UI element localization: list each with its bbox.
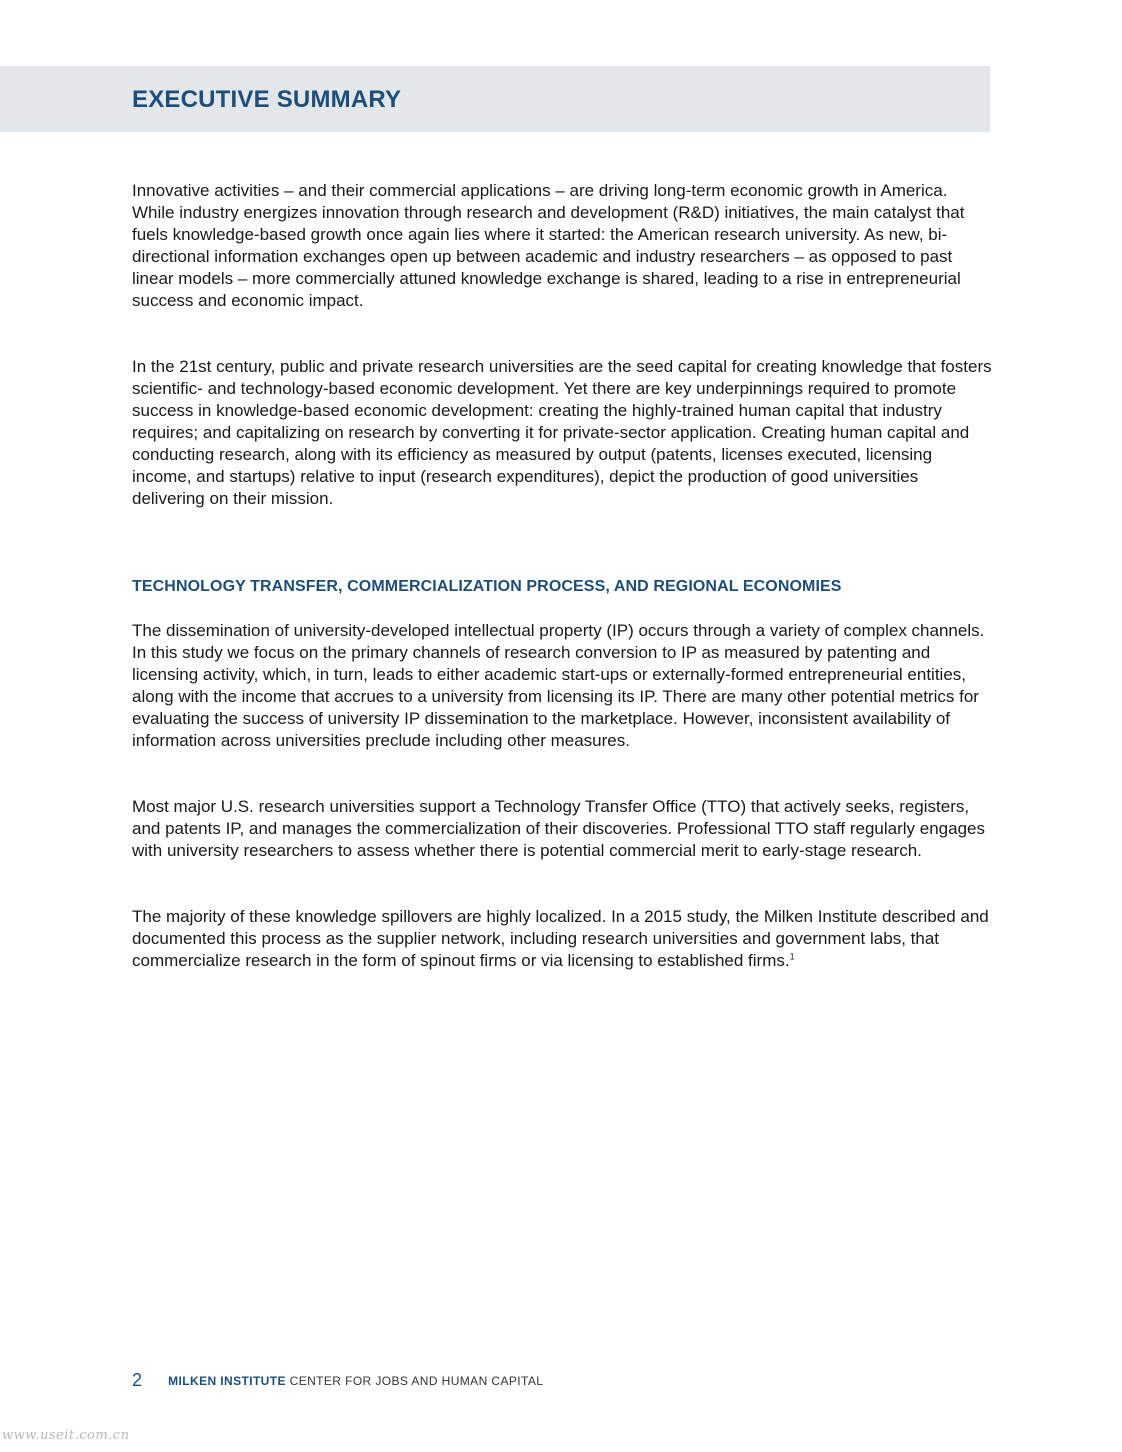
page-footer (132, 1370, 543, 1391)
footnote-marker: 1 (789, 951, 795, 962)
footer-center-name: CENTER FOR JOBS AND HUMAN CAPITAL (289, 1374, 544, 1388)
body-paragraph-2: In the 21st century, public and private research universities are the seed capital for creating knowledge that fosters scientific- and technology-based economic development. Yet there are key underpinnings required to promote success in knowledge-based economic development: creating the highly-trained human capital that industry requires; and capitalizing on research by converting it for private-sector application. Creating human capital and conducting research, along with its efficiency as measured by output (patents, licenses executed, licensing income, and startups) relative to input (research expenditures), depict the production of good universities delivering on their mission. (132, 357, 992, 508)
body-paragraph-5 (132, 906, 994, 972)
page-title: EXECUTIVE SUMMARY (132, 86, 402, 113)
body-paragraph-1: Innovative activities – and their commercial applications – are driving long-term economic growth in America. While industry energizes innovation through research and development (R&D) initiatives, the main catalyst that fuels knowledge-based growth once again lies where it started: the American research university. As new, bi-directional information exchanges open up between academic and industry researchers – as opposed to past linear models – more commercially attuned knowledge exchange is shared, leading to a rise in entrepreneurial success and economic impact. (132, 181, 965, 310)
section-heading: TECHNOLOGY TRANSFER, COMMERCIALIZATION PROCESS, AND REGIONAL ECONOMIES (132, 578, 842, 595)
body-paragraph-5-text: The majority of these knowledge spillovers are highly localized. In a 2015 study, the Milken Institute described and documented this process as the supplier network, including research universities and government labs, that commercialize research in the form of spinout firms or via licensing to established firms. (132, 907, 989, 970)
page-number: 2 (132, 1370, 143, 1390)
body-paragraph-3: The dissemination of university-developed intellectual property (IP) occurs through a variety of complex channels. In this study we focus on the primary channels of research conversion to IP as measured by patenting and licensing activity, which, in turn, leads to either academic start-ups or externally-formed entrepreneurial entities, along with the income that accrues to a university from licensing its IP. There are many other potential metrics for evaluating the success of university IP dissemination to the marketplace. However, inconsistent availability of information across universities preclude including other measures. (132, 621, 985, 750)
body-paragraph-4: Most major U.S. research universities support a Technology Transfer Office (TTO) that actively seeks, registers, and patents IP, and manages the commercialization of their discoveries. Professional TTO staff regularly engages with university researchers to assess whether there is potential commercial merit to early-stage research. (132, 797, 985, 860)
footer-org-name: MILKEN INSTITUTE (168, 1374, 286, 1388)
watermark: www.useit.com.cn (2, 1428, 130, 1443)
